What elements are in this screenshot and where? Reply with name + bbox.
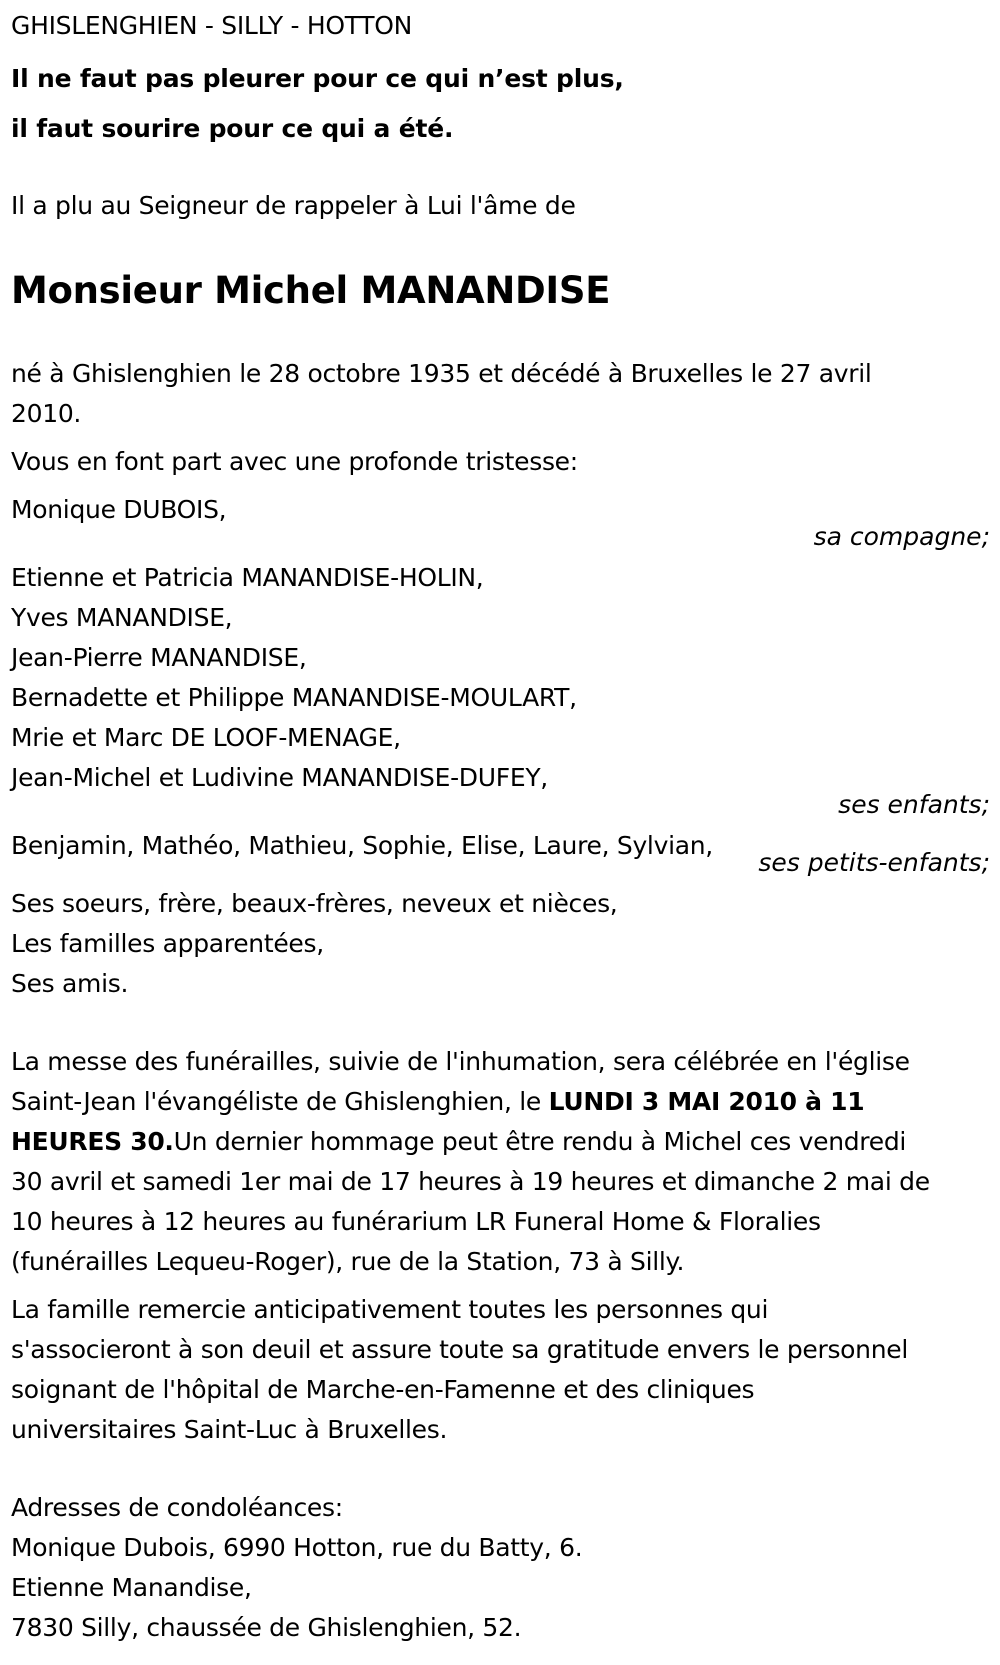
thanks-line: La famille remercie anticipativement toutes les personnes qui: [11, 1295, 769, 1324]
quote-line: Il ne faut pas pleurer pour ce qui n’est plus,: [11, 64, 624, 93]
funeral-info: [11, 1042, 990, 1282]
family-name: Yves MANANDISE,: [11, 603, 233, 632]
funeral-text: Un dernier hommage peut être rendu à Michel ces vendredi: [173, 1127, 907, 1156]
family-name: Jean-Pierre MANANDISE,: [11, 643, 307, 672]
funeral-line: 10 heures à 12 heures au funérarium LR Funeral Home & Floralies: [11, 1207, 821, 1236]
relation-label: ses enfants;: [838, 790, 990, 819]
family-name: Les familles apparentées,: [11, 929, 324, 958]
funeral-line: La messe des funérailles, suivie de l'inhumation, sera célébrée en l'église: [11, 1047, 910, 1076]
family-name: Etienne et Patricia MANANDISE-HOLIN,: [11, 563, 484, 592]
thanks-line: s'associeront à son deuil et assure toute sa gratitude envers le personnel: [11, 1335, 908, 1364]
deceased-name: Monsieur Michel MANANDISE: [11, 269, 611, 312]
birth-death-line: né à Ghislenghien le 28 octobre 1935 et décédé à Bruxelles le 27 avril: [11, 359, 872, 388]
funeral-date: LUNDI 3 MAI 2010 à 11: [548, 1087, 865, 1116]
condolence-address: Monique Dubois, 6990 Hotton, rue du Batty, 6.: [11, 1533, 583, 1562]
quote-line: il faut sourire pour ce qui a été.: [11, 114, 454, 143]
funeral-line: [11, 1082, 990, 1122]
family-grandchildren: [11, 826, 990, 876]
funeral-line: 30 avril et samedi 1er mai de 17 heures à 19 heures et dimanche 2 mai de: [11, 1167, 930, 1196]
family-children: [11, 558, 990, 818]
family-name: Ses soeurs, frère, beaux-frères, neveux et nièces,: [11, 889, 618, 918]
funeral-time: HEURES 30.: [11, 1127, 174, 1156]
family-partner: [11, 490, 990, 550]
family-name: Mrie et Marc DE LOOF-MENAGE,: [11, 723, 401, 752]
condolences-addresses: [11, 1488, 990, 1648]
funeral-text: Saint-Jean l'évangéliste de Ghislenghien, le: [11, 1087, 549, 1116]
locations-header: GHISLENGHIEN - SILLY - HOTTON: [11, 11, 413, 40]
funeral-line: [11, 1122, 990, 1162]
family-name: Ses amis.: [11, 969, 129, 998]
announcement-text: Vous en font part avec une profonde tristesse:: [11, 447, 578, 476]
family-name: Jean-Michel et Ludivine MANANDISE-DUFEY,: [11, 763, 548, 792]
birth-death-info: [11, 354, 990, 434]
thanks-line: universitaires Saint-Luc à Bruxelles.: [11, 1415, 448, 1444]
quote: [11, 54, 990, 154]
relation-label: sa compagne;: [813, 522, 990, 551]
condolence-address: 7830 Silly, chaussée de Ghislenghien, 52.: [11, 1613, 522, 1642]
condolences-title: Adresses de condoléances:: [11, 1493, 343, 1522]
relation-label: ses petits-enfants;: [758, 848, 990, 877]
condolence-address: Etienne Manandise,: [11, 1573, 252, 1602]
birth-death-line: 2010.: [11, 399, 82, 428]
family-name: Monique DUBOIS,: [11, 495, 227, 524]
thanks-line: soignant de l'hôpital de Marche-en-Famenne et des cliniques: [11, 1375, 755, 1404]
funeral-line: (funérailles Lequeu-Roger), rue de la Station, 73 à Silly.: [11, 1247, 685, 1276]
family-name: Benjamin, Mathéo, Mathieu, Sophie, Elise, Laure, Sylvian,: [11, 831, 713, 860]
thanks-paragraph: [11, 1290, 990, 1450]
family-name: Bernadette et Philippe MANANDISE-MOULART,: [11, 683, 577, 712]
family-others: [11, 884, 990, 1004]
intro-text: Il a plu au Seigneur de rappeler à Lui l'âme de: [11, 191, 576, 220]
